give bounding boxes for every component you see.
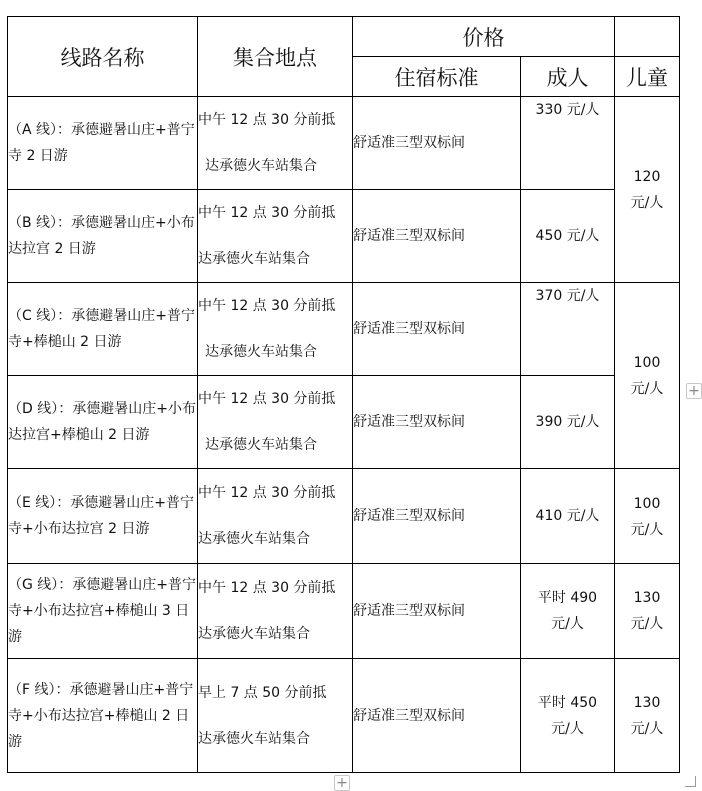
meeting-line-1: 中午 12 点 30 分前抵 (198, 298, 336, 314)
meeting-cell (198, 659, 353, 773)
route-cell: （A 线）：承德避暑山庄+普宁寺 2 日游 (8, 97, 198, 190)
child-price-text: 120 元/人 (630, 168, 664, 211)
child-price-cell (615, 469, 680, 564)
table-row (8, 659, 680, 773)
meeting-cell (198, 469, 353, 564)
route-cell: （G 线）：承德避暑山庄+普宁寺+小布达拉宫+棒槌山 3 日游 (8, 564, 198, 659)
meeting-line-2: 达承德火车站集合 (205, 344, 317, 360)
header-meeting-point: 集合地点 (198, 17, 353, 97)
child-price-cell (615, 97, 680, 283)
table-row (8, 283, 680, 376)
meeting-line-1: 中午 12 点 30 分前抵 (198, 485, 336, 501)
adult-price-cell: 370 元/人 (521, 283, 615, 376)
meeting-line-2: 达承德火车站集合 (198, 626, 310, 642)
meeting-line-1: 中午 12 点 30 分前抵 (198, 391, 336, 407)
header-price-blank (615, 17, 680, 57)
header-adult: 成人 (521, 57, 615, 97)
route-cell: （F 线）：承德避暑山庄+普宁寺+小布达拉宫+棒槌山 2 日游 (8, 659, 198, 773)
accommodation-cell: 舒适准三型双标间 (353, 469, 521, 564)
child-price-text: 100 元/人 (630, 354, 664, 397)
meeting-cell (198, 376, 353, 469)
meeting-line-2: 达承德火车站集合 (205, 158, 317, 174)
child-price-text: 130 元/人 (630, 590, 664, 632)
meeting-cell (198, 564, 353, 659)
adult-price-text: 平时 490 元/人 (537, 590, 598, 632)
route-cell: （E 线）：承德避暑山庄+普宁寺+小布达拉宫 2 日游 (8, 469, 198, 564)
adult-price-cell (521, 659, 615, 773)
adult-price-cell: 450 元/人 (521, 190, 615, 283)
child-price-cell (615, 564, 680, 659)
child-price-text: 100 元/人 (630, 496, 664, 538)
meeting-line-1: 中午 12 点 30 分前抵 (198, 112, 336, 128)
accommodation-cell: 舒适准三型双标间 (353, 283, 521, 376)
meeting-line-2: 达承德火车站集合 (198, 531, 310, 547)
table-row (8, 469, 680, 564)
header-accommodation: 住宿标准 (353, 57, 521, 97)
add-row-button[interactable]: + (334, 775, 350, 791)
child-price-text: 130 元/人 (630, 694, 664, 737)
add-column-button[interactable]: + (686, 383, 702, 399)
adult-price-cell: 410 元/人 (521, 469, 615, 564)
adult-price-cell: 390 元/人 (521, 376, 615, 469)
adult-price-cell (521, 564, 615, 659)
table-row (8, 190, 680, 283)
table-row (8, 376, 680, 469)
meeting-cell (198, 190, 353, 283)
header-route-name: 线路名称 (8, 17, 198, 97)
meeting-line-1: 中午 12 点 30 分前抵 (198, 580, 336, 596)
meeting-line-1: 早上 7 点 50 分前抵 (198, 684, 327, 701)
accommodation-cell: 舒适准三型双标间 (353, 97, 521, 190)
accommodation-cell: 舒适准三型双标间 (353, 564, 521, 659)
accommodation-cell: 舒适准三型双标间 (353, 376, 521, 469)
accommodation-cell: 舒适准三型双标间 (353, 659, 521, 773)
meeting-line-1: 中午 12 点 30 分前抵 (198, 205, 336, 221)
header-price: 价格 (353, 17, 615, 57)
meeting-line-2: 达承德火车站集合 (205, 437, 317, 453)
route-price-table (7, 16, 680, 773)
meeting-line-2: 达承德火车站集合 (198, 251, 310, 267)
header-child: 儿童 (615, 57, 680, 97)
accommodation-cell: 舒适准三型双标间 (353, 190, 521, 283)
table-row (8, 564, 680, 659)
child-price-cell (615, 659, 680, 773)
adult-price-text: 平时 450 元/人 (537, 694, 598, 737)
table-resize-handle[interactable] (685, 776, 696, 787)
route-cell: （B 线）：承德避暑山庄+小布达拉宫 2 日游 (8, 190, 198, 283)
adult-price-cell: 330 元/人 (521, 97, 615, 190)
table-row (8, 97, 680, 190)
meeting-line-2: 达承德火车站集合 (198, 730, 310, 747)
route-cell: （C 线）：承德避暑山庄+普宁寺+棒槌山 2 日游 (8, 283, 198, 376)
child-price-cell (615, 283, 680, 469)
meeting-cell (198, 283, 353, 376)
meeting-cell (198, 97, 353, 190)
route-cell: （D 线）：承德避暑山庄+小布达拉宫+棒槌山 2 日游 (8, 376, 198, 469)
